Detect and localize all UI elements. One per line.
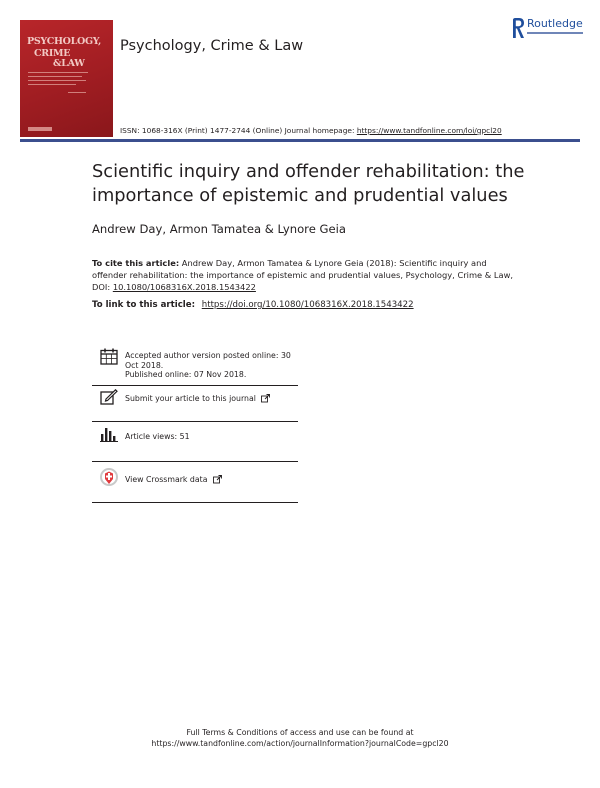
publisher-logo xyxy=(511,17,583,41)
calendar-icon xyxy=(100,348,118,365)
article-authors: Andrew Day, Armon Tamatea & Lynore Geia xyxy=(92,222,346,236)
crossmark-icon xyxy=(100,468,118,488)
cover-text-line xyxy=(28,76,82,77)
article-views-row xyxy=(92,425,298,458)
citation-label: To cite this article: xyxy=(92,258,180,268)
citation-block xyxy=(92,257,522,293)
journal-homepage-link[interactable]: https://www.tandfonline.com/loi/gpcl20 xyxy=(356,126,502,135)
footer xyxy=(100,727,500,749)
external-link-icon xyxy=(261,394,270,403)
footer-journal-info-link[interactable]: https://www.tandfonline.com/action/journalInformation?journalCode=gpcl20 xyxy=(151,739,449,748)
cover-text-line xyxy=(28,84,76,85)
accepted-date-line2: Oct 2018. xyxy=(125,360,164,370)
issn-line xyxy=(120,126,502,135)
article-title-line2: importance of epistemic and prudential values xyxy=(92,185,508,206)
publisher-name: Routledge xyxy=(527,17,583,30)
cover-title-line3: &LAW xyxy=(53,58,85,69)
article-views: Article views: 51 xyxy=(125,432,190,441)
journal-cover-image xyxy=(20,20,113,137)
routledge-r-icon xyxy=(511,17,525,39)
crossmark-row[interactable] xyxy=(92,466,298,498)
divider xyxy=(92,502,298,503)
cover-text-line xyxy=(28,80,86,81)
edit-pencil-icon xyxy=(100,389,118,405)
bar-chart-icon xyxy=(100,427,118,442)
journal-title: Psychology, Crime & Law xyxy=(120,38,304,54)
citation-doi-link[interactable]: 10.1080/1068316X.2018.1543422 xyxy=(112,282,256,292)
article-title-line1: Scientific inquiry and offender rehabilitation: the xyxy=(92,161,525,182)
published-date: Published online: 07 Nov 2018. xyxy=(125,370,247,380)
cover-title-line2: CRIME xyxy=(34,48,71,59)
external-link-icon xyxy=(213,475,222,484)
cover-text-line xyxy=(28,72,88,73)
cover-title-line1: PSYCHOLOGY, xyxy=(27,36,102,47)
divider xyxy=(92,421,298,422)
article-title xyxy=(92,160,562,208)
issn-text: ISSN: 1068-316X (Print) 1477-2744 (Online) Journal homepage: xyxy=(120,126,355,135)
article-link-label: To link to this article: xyxy=(92,300,196,310)
crossmark-link[interactable]: View Crossmark data xyxy=(125,475,208,484)
accepted-date-line1: Accepted author version posted online: 30 xyxy=(125,351,291,360)
cover-text-line xyxy=(68,92,86,93)
submit-article-link[interactable]: Submit your article to this journal xyxy=(125,394,256,403)
submit-article-row[interactable] xyxy=(92,388,298,420)
article-link-block xyxy=(92,300,414,310)
publication-dates xyxy=(92,347,298,383)
article-doi-link[interactable]: https://doi.org/10.1080/1068316X.2018.1543422 xyxy=(201,300,414,310)
citation-text: Andrew Day, Armon Tamatea & Lynore Geia (2018): Scientific inquiry and offender rehabilitation: the importance of epistemic and prudential values, Psychology, Crime & Law, DOI: xyxy=(92,258,514,292)
divider xyxy=(92,385,298,386)
cover-publisher-logo xyxy=(28,127,52,131)
divider xyxy=(92,461,298,462)
header-rule xyxy=(20,139,580,142)
footer-terms-text: Full Terms & Conditions of access and use can be found at xyxy=(186,728,414,737)
publisher-tagline xyxy=(527,32,583,34)
